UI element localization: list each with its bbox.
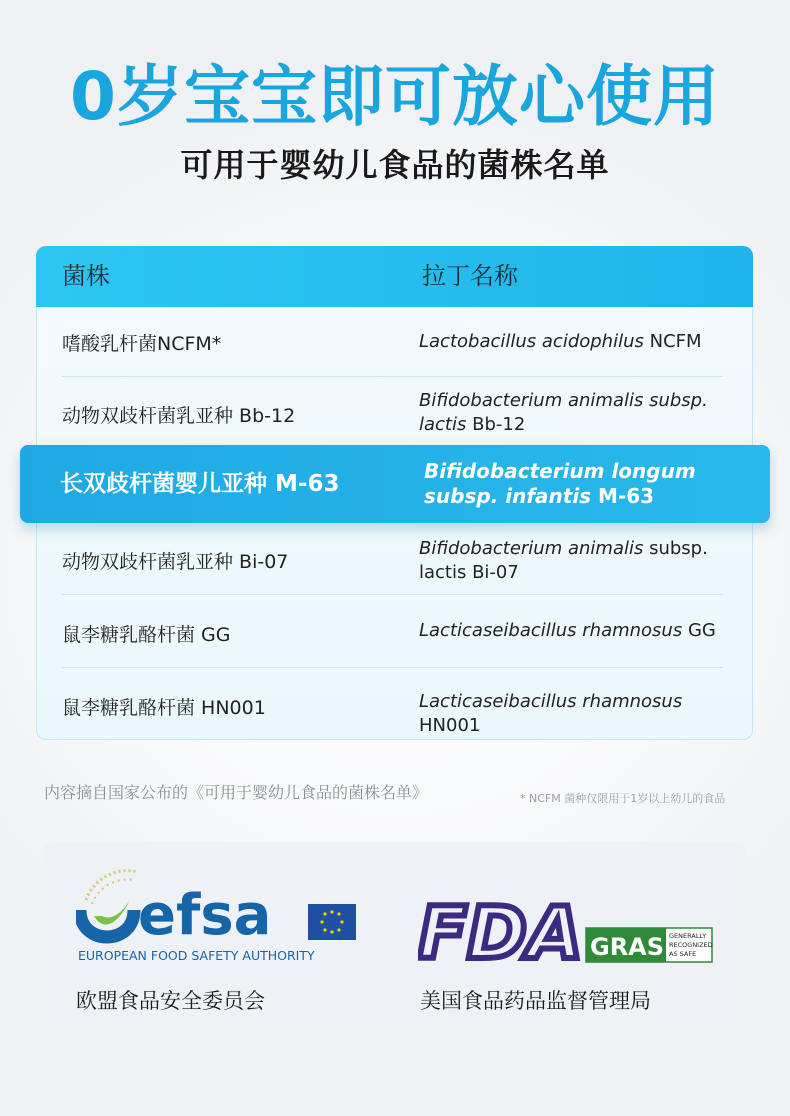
fda-wordmark: FDA (418, 891, 583, 970)
efsa-full-name: EUROPEAN FOOD SAFETY AUTHORITY (78, 948, 315, 963)
table-row-highlighted (20, 445, 770, 523)
table-row (36, 595, 753, 668)
efsa-arc-icon (86, 871, 138, 904)
strain-name: 鼠李糖乳酪杆菌 GG (62, 624, 231, 646)
table-header (36, 246, 753, 307)
page-subtitle: 可用于婴幼儿食品的菌株名单 (180, 146, 610, 184)
strain-name: 动物双歧杆菌乳亚种 Bb-12 (62, 405, 296, 427)
fda-caption: 美国食品药品监督管理局 (420, 989, 651, 1013)
eu-flag-icon (308, 904, 356, 940)
latin-name: Lacticaseibacillus rhamnosus GG (419, 620, 716, 641)
strain-name: 嗜酸乳杆菌NCFM* (62, 333, 222, 355)
strain-name: 动物双歧杆菌乳亚种 Bi-07 (62, 551, 289, 573)
efsa-leaf-icon (80, 900, 134, 937)
latin-name: Bifidobacterium animalis subsp. lactis Bb-12 (419, 390, 708, 435)
efsa-caption: 欧盟食品安全委员会 (76, 989, 265, 1013)
source-note: 内容摘自国家公布的《可用于婴幼儿食品的菌株名单》 (44, 783, 429, 802)
strain-name: 鼠李糖乳酪杆菌 HN001 (62, 697, 266, 719)
page-title: 0岁宝宝即可放心使用 (70, 58, 720, 135)
strain-name: 长双歧杆菌婴儿亚种 M-63 (60, 471, 340, 497)
latin-name: Lactobacillus acidophilus NCFM (419, 331, 702, 352)
fda-gras-logo (418, 890, 718, 970)
efsa-logo (76, 866, 366, 966)
column-header-strain: 菌株 (62, 262, 110, 290)
table-row (36, 377, 753, 445)
column-header-latin: 拉丁名称 (422, 262, 518, 290)
latin-name: Lacticaseibacillus rhamnosus HN001 (419, 691, 683, 736)
table-row (36, 668, 753, 740)
ncfm-footnote: * NCFM 菌种仅限用于1岁以上幼儿的食品 (520, 792, 726, 805)
table-row (36, 523, 753, 595)
gras-line-1: GENERALLY (669, 932, 707, 940)
efsa-wordmark: efsa (138, 883, 272, 948)
latin-name: Bifidobacterium animalis subsp. lactis Bi-07 (419, 538, 708, 583)
gras-line-3: AS SAFE (669, 950, 697, 958)
gras-line-2: RECOGNIZED (669, 941, 713, 949)
latin-name: Bifidobacterium longum subsp. infantis M-63 (424, 459, 696, 508)
gras-wordmark: GRAS (590, 933, 665, 961)
table-row (36, 307, 753, 377)
gras-badge (586, 928, 713, 962)
